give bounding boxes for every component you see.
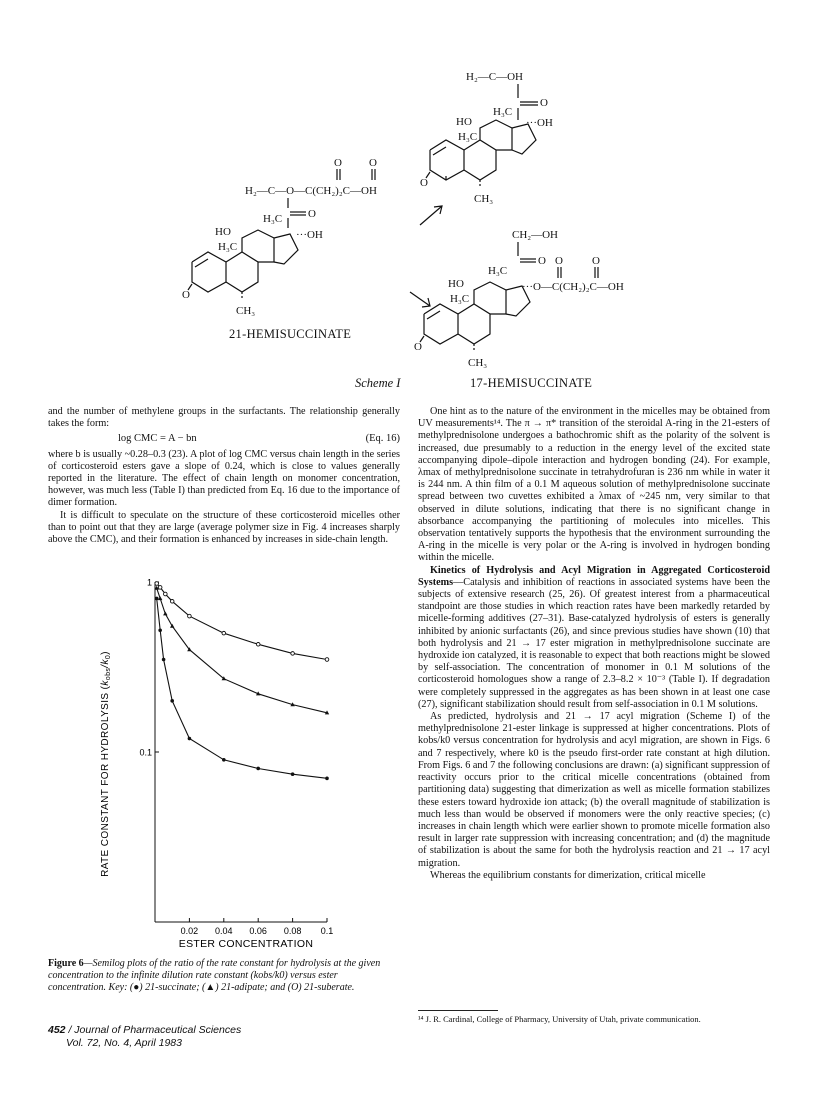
- x-tick-label: 0.1: [320, 926, 334, 936]
- struct-text: HO: [215, 226, 231, 238]
- x-tick-label: 0.02: [180, 926, 199, 936]
- data-point-circle: [162, 658, 166, 662]
- struct-text: O: [369, 157, 377, 169]
- journal-name: / Journal of Pharmaceutical Sciences: [65, 1024, 242, 1036]
- right-column: [418, 406, 770, 882]
- paragraph: [418, 565, 770, 711]
- data-point-open-circle: [222, 631, 226, 635]
- equation-16: [48, 430, 400, 448]
- x-tick-label: 0.06: [249, 926, 267, 936]
- struct-text: O: [555, 255, 563, 267]
- page-number: 452: [48, 1024, 66, 1036]
- figure-caption-text: —Semilog plots of the ratio of the rate constant for hydrolysis at the given concentration to the infinite dilution rate constant (kobs/k0) versus ester concentration. Key: (●) 21-succinate; (▲) 21-adipate; and (O) 21-suberate.: [48, 958, 381, 993]
- figure-6-caption: [48, 958, 392, 993]
- data-point-open-circle: [256, 643, 260, 647]
- struct-text: H₃C: [493, 106, 513, 118]
- series-line-3: [157, 584, 327, 660]
- chart-points: [155, 582, 330, 780]
- x-axis-label: ESTER CONCENTRATION: [178, 938, 314, 950]
- struct-text: ···OH: [296, 229, 323, 241]
- struct-text: H₃C: [263, 213, 283, 225]
- y-tick-label: 1: [146, 577, 152, 588]
- reaction-arrow: [410, 292, 430, 306]
- scheme-1-structures: [0, 0, 816, 400]
- hemisuccinate-17-structure: [414, 229, 624, 369]
- left-column: [48, 406, 400, 546]
- struct-text: O: [420, 177, 428, 189]
- footer-line-2: Vol. 72, No. 4, April 1983: [66, 1037, 182, 1049]
- footnote: ¹⁴ J. R. Cardinal, College of Pharmacy, University of Utah, private communication.: [418, 1014, 701, 1024]
- paragraph: Whereas the equilibrium constants for dimerization, critical micelle: [430, 869, 706, 881]
- struct-text: HO: [456, 116, 472, 128]
- paragraph: where b is usually ~0.28–0.3 (23). A plot of log CMC versus chain length in the series of corticosteroid esters gave a slope of 0.24, which is close to values generally reported in the literature. The effect of chain length on monomer concentration, however, was much less (Table I) than predicted from Eq. 16 due to the importance of dimer formation.: [48, 448, 400, 509]
- struct-text: H₃C: [458, 131, 478, 143]
- chart-series-lines: [157, 584, 327, 779]
- struct-text: CH₂—OH: [512, 229, 559, 241]
- data-point-open-circle: [188, 614, 192, 618]
- struct-text: O: [182, 289, 190, 301]
- paragraph: As predicted, hydrolysis and 21 → 17 acyl migration (Scheme I) of the methylprednisolone 21-ester linkage is suppressed at higher concentrations. Plots of kobs/k0 versus concentration for hydrolysis and acyl migration, are shown in Figs. 6 and 7 respectively, where k0 is the pseudo first-order rate constant at high dilution. From Figs. 6 and 7 the following conclusions are drawn: (a) significant suppression of reactivity occurs prior to the critical micelle concentrations (obtained from partitioning data) suggesting that dimerization as well as micelle formation stabilizes these esters toward hydroxide ion attack; (b) the overall magnitude of stabilization is much less than would be observed if monomers were the only reactive species; (c) increases in chain length which were earlier shown to promote micelle formation also result in larger rate suppression with increasing concentration; and (d) the magnitude of stabilization is about the same for both the hydrolysis reaction and 21 → 17 acyl migration.: [418, 711, 770, 869]
- struct-text: O: [538, 255, 546, 267]
- data-point-circle: [222, 758, 226, 762]
- x-tick-label: 0.04: [215, 926, 233, 936]
- data-point-circle: [170, 699, 174, 703]
- figure-6-chart: [90, 572, 350, 952]
- struct-text: H₂—C—O—C(CH₂)₂C—OH: [245, 185, 377, 197]
- footnote-rule: [418, 1010, 498, 1011]
- parent-steroid-structure: [420, 71, 553, 205]
- struct-text: H₃C: [450, 293, 470, 305]
- struct-text: O: [540, 97, 548, 109]
- data-point-circle: [188, 737, 192, 741]
- y-tick-label: 0.1: [139, 747, 152, 758]
- series-line-2: [157, 588, 327, 713]
- struct-text: O: [414, 341, 422, 353]
- struct-text: HO: [448, 278, 464, 290]
- data-point-triangle: [163, 611, 167, 615]
- equation-text: log CMC = A − bn: [118, 433, 197, 445]
- journal-footer: [48, 1024, 388, 1050]
- data-point-circle: [158, 628, 162, 632]
- figure-label: Figure 6: [48, 958, 84, 969]
- paragraph: One hint as to the nature of the environment in the micelles may be obtained from UV measurements¹⁴. The π → π* transition of the steroidal A-ring in the 21-esters of methylprednisolone undergoes a bathochromic shift as the polarity of the solvent is increased, due presumably to a reduction in the energy level of the excited state accompanying dipole–dipole interaction and hydrogen bonding (24). For example, λmax of methylprednisolone succinate in tetrahydrofuran is 236 nm while in water it is 244 nm. A thin film of a 0.1 M aqueous solution of methylprednisolone succinate spread between two cuvettes exhibited a λmax of ~245 nm, very similar to that observed in dilute solutions, indicating that there is no significant change in absorbance accompanying the partitioning of molecules into micelles. This observation tentatively supports the hypothesis that the environment surrounding the A-ring in the micelle is very polar or the A-ring is involved in hydrogen bonding within the micelle.: [418, 406, 770, 564]
- data-point-open-circle: [155, 582, 159, 586]
- struct-text: CH₃: [474, 193, 494, 205]
- data-point-circle: [325, 777, 329, 781]
- scheme-title: Scheme I: [355, 376, 401, 390]
- data-point-open-circle: [170, 599, 174, 603]
- data-point-circle: [291, 772, 295, 776]
- section-text: —Catalysis and inhibition of reactions in associated systems have been the subjects of extensive research (25, 26). Of greatest interest from a pharmaceutical standpoint are those studies in which reaction rates have been markedly retarded by micelle-forming additives (27–31). Base-catalyzed hydrolysis of esters is generally inhibited by anionic surfactants (26), and since previous studies have shown (10) that both hydrolysis and 21 → 17 ester migration in methylprednisolone succinate are hydroxide ion catalyzed, it is reasonable to expect that both reactions might be slowed by self-association. The concentration of monomer in 0.1 M solutions of the corticosteroid homologues show a range of 2.3–8.2 × 10⁻³ (Table I). If degradation were completely suppressed in the aggregates as has been shown in at least one case (27), significant stabilization should result from self-association in 0.1 M solutions.: [418, 576, 770, 710]
- data-point-triangle: [158, 596, 162, 600]
- reaction-arrow: [420, 206, 442, 225]
- struct-text: O: [592, 255, 600, 267]
- data-point-circle: [256, 767, 260, 771]
- footer-line-1: [48, 1024, 388, 1037]
- equation-number: (Eq. 16): [365, 433, 400, 445]
- struct-text: O: [308, 208, 316, 220]
- struct-text: ···O—C(CH₂)₂C—OH: [522, 281, 624, 293]
- data-point-open-circle: [325, 658, 329, 662]
- paragraph: It is difficult to speculate on the structure of these corticosteroid micelles other than to point out that they are large (average polymer size in Fig. 4 increases sharply above the CMC), and their formation is enhanced by increases in side-chain length.: [48, 509, 400, 546]
- hemisuccinate-21-structure: [182, 157, 377, 317]
- left-structure-label: 21-HEMISUCCINATE: [229, 327, 352, 341]
- data-point-open-circle: [164, 592, 168, 596]
- chart-axes: [139, 578, 333, 937]
- struct-text: CH₃: [468, 357, 488, 369]
- data-point-circle: [155, 597, 159, 601]
- struct-text: H₂—C—OH: [466, 71, 524, 83]
- section-heading: Kinetics of Hydrolysis and Acyl Migration in Aggregated Corticosteroid Systems: [418, 564, 770, 588]
- struct-text: H₃C: [488, 265, 508, 277]
- struct-text: H₃C: [218, 241, 238, 253]
- struct-text: ···OH: [526, 117, 553, 129]
- data-point-open-circle: [291, 652, 295, 656]
- y-axis-label: RATE CONSTANT FOR HYDROLYSIS $(k_{obs}/k_0)$: [100, 651, 112, 877]
- paragraph: and the number of methylene groups in the surfactants. The relationship generally takes the form:: [48, 406, 400, 430]
- series-line-1: [157, 599, 327, 779]
- right-structure-label: 17-HEMISUCCINATE: [470, 376, 593, 390]
- struct-text: O: [334, 157, 342, 169]
- x-tick-label: 0.08: [283, 926, 302, 936]
- data-point-open-circle: [158, 586, 162, 590]
- struct-text: CH₃: [236, 305, 256, 317]
